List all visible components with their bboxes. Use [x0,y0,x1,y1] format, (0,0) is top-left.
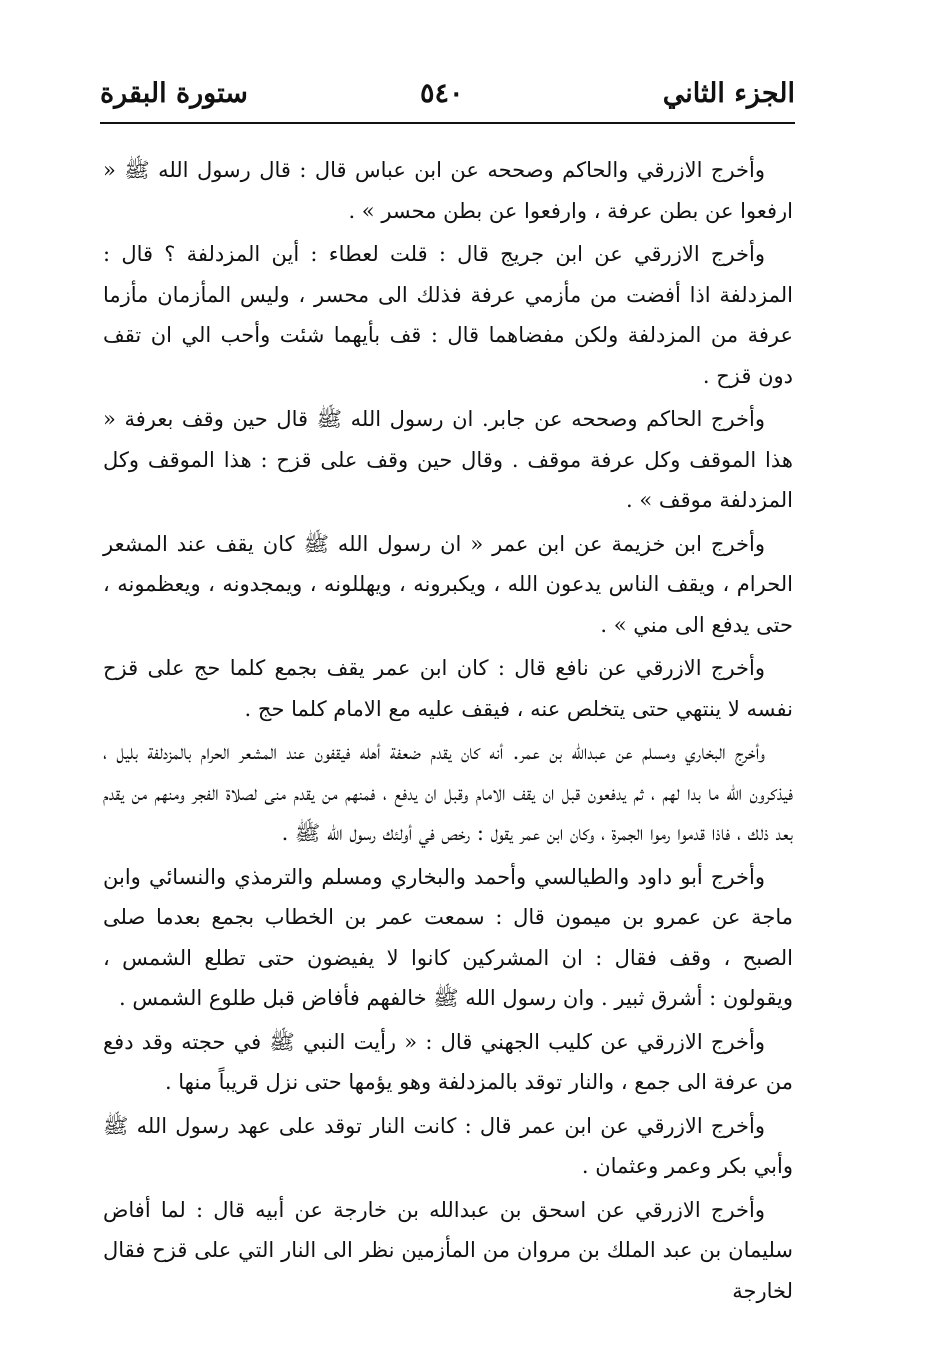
header-rule [100,122,795,124]
paragraph: وأخرج ابن خزيمة عن ابن عمر « ان رسول الله ﷺ كان يقف عند المشعر الحرام ، ويقف الناس يدعون الله ، ويكبرونه ، ويهللونه ، ويمجدونه ، ويعظمونه ، حتى يدفع الى مني » . [103,531,793,637]
paragraph: وأخرج الازرقي عن نافع قال : كان ابن عمر يقف بجمع كلما حج على قزح نفسه لا ينتهي حتى يتخلص عنه ، فيقف عليه مع الامام كلما حج . [103,656,793,721]
volume-title: الجزء الثاني [662,78,795,109]
paragraph: وأخرج الازرقي عن ابن عمر قال : كانت النار توقد على عهد رسول الله ﷺ وأبي بكر وعمر وعثمان . [103,1113,793,1178]
page-header [100,78,795,120]
paragraph: وأخرج الازرقي عن اسحق بن عبدالله بن خارجة عن أبيه قال : لما أفاض سليمان بن عبد الملك بن مروان من المأزمين نظر الى النار التي على قزح فقال لخارجة [103,1197,793,1303]
paragraph: وأخرج الازرقي والحاكم وصححه عن ابن عباس قال : قال رسول الله ﷺ « ارفعوا عن بطن عرفة ، وارفعوا عن بطن محسر » . [103,158,793,223]
page-body [103,150,793,1314]
paragraph: وأخرج البخاري ومسلم عن عبدالله بن عمر. أنه كان يقدم ضعفة أهله فيقفون عند المشعر الحرام بالمزدلفة بليل ، فيذكرون الله ما بدا لهم ، ثم يدفعون قبل ان يقف الامام وقبل ان يدفع ، فمنهم من يقدم منى لصلاة الفجر ومنهم من يقدم بعد ذلك ، فاذا قدموا رموا الجمرة ، وكان ابن عمر يقول : رخص في أولئك رسول الله ﷺ . [103,740,793,845]
surah-title: ستورة البقرة [100,78,248,109]
paragraph: وأخرج أبو داود والطيالسي وأحمد والبخاري ومسلم والترمذي والنسائي وابن ماجة عن عمرو بن ميمون قال : سمعت عمر بن الخطاب بجمع بعدما صلى الصبح ، وقف فقال : ان المشركين كانوا لا يفيضون حتى تطلع الشمس ، ويقولون : أشرق ثبير . وان رسول الله ﷺ خالفهم فأفاض قبل طلوع الشمس . [103,864,793,1010]
page-number: ٥٤٠ [420,78,464,109]
paragraph: وأخرج الازرقي عن كليب الجهني قال : « رأيت النبي ﷺ في حجته وقد دفع من عرفة الى جمع ، والنار توقد بالمزدلفة وهو يؤمها حتى نزل قريباً منها . [103,1029,793,1094]
paragraph: وأخرج الازرقي عن ابن جريج قال : قلت لعطاء : أين المزدلفة ؟ قال : المزدلفة اذا أفضت من مأزمي عرفة فذلك الى محسر ، وليس المأزمان مأزما عرفة من المزدلفة ولكن مفضاهما قال : قف بأيهما شئت وأحب الي ان تقف دون قزح . [103,242,793,388]
paragraph: وأخرج الحاكم وصححه عن جابر. ان رسول الله ﷺ قال حين وقف بعرفة « هذا الموقف وكل عرفة موقف . وقال حين وقف على قزح : هذا الموقف وكل المزدلفة موقف » . [103,407,793,512]
